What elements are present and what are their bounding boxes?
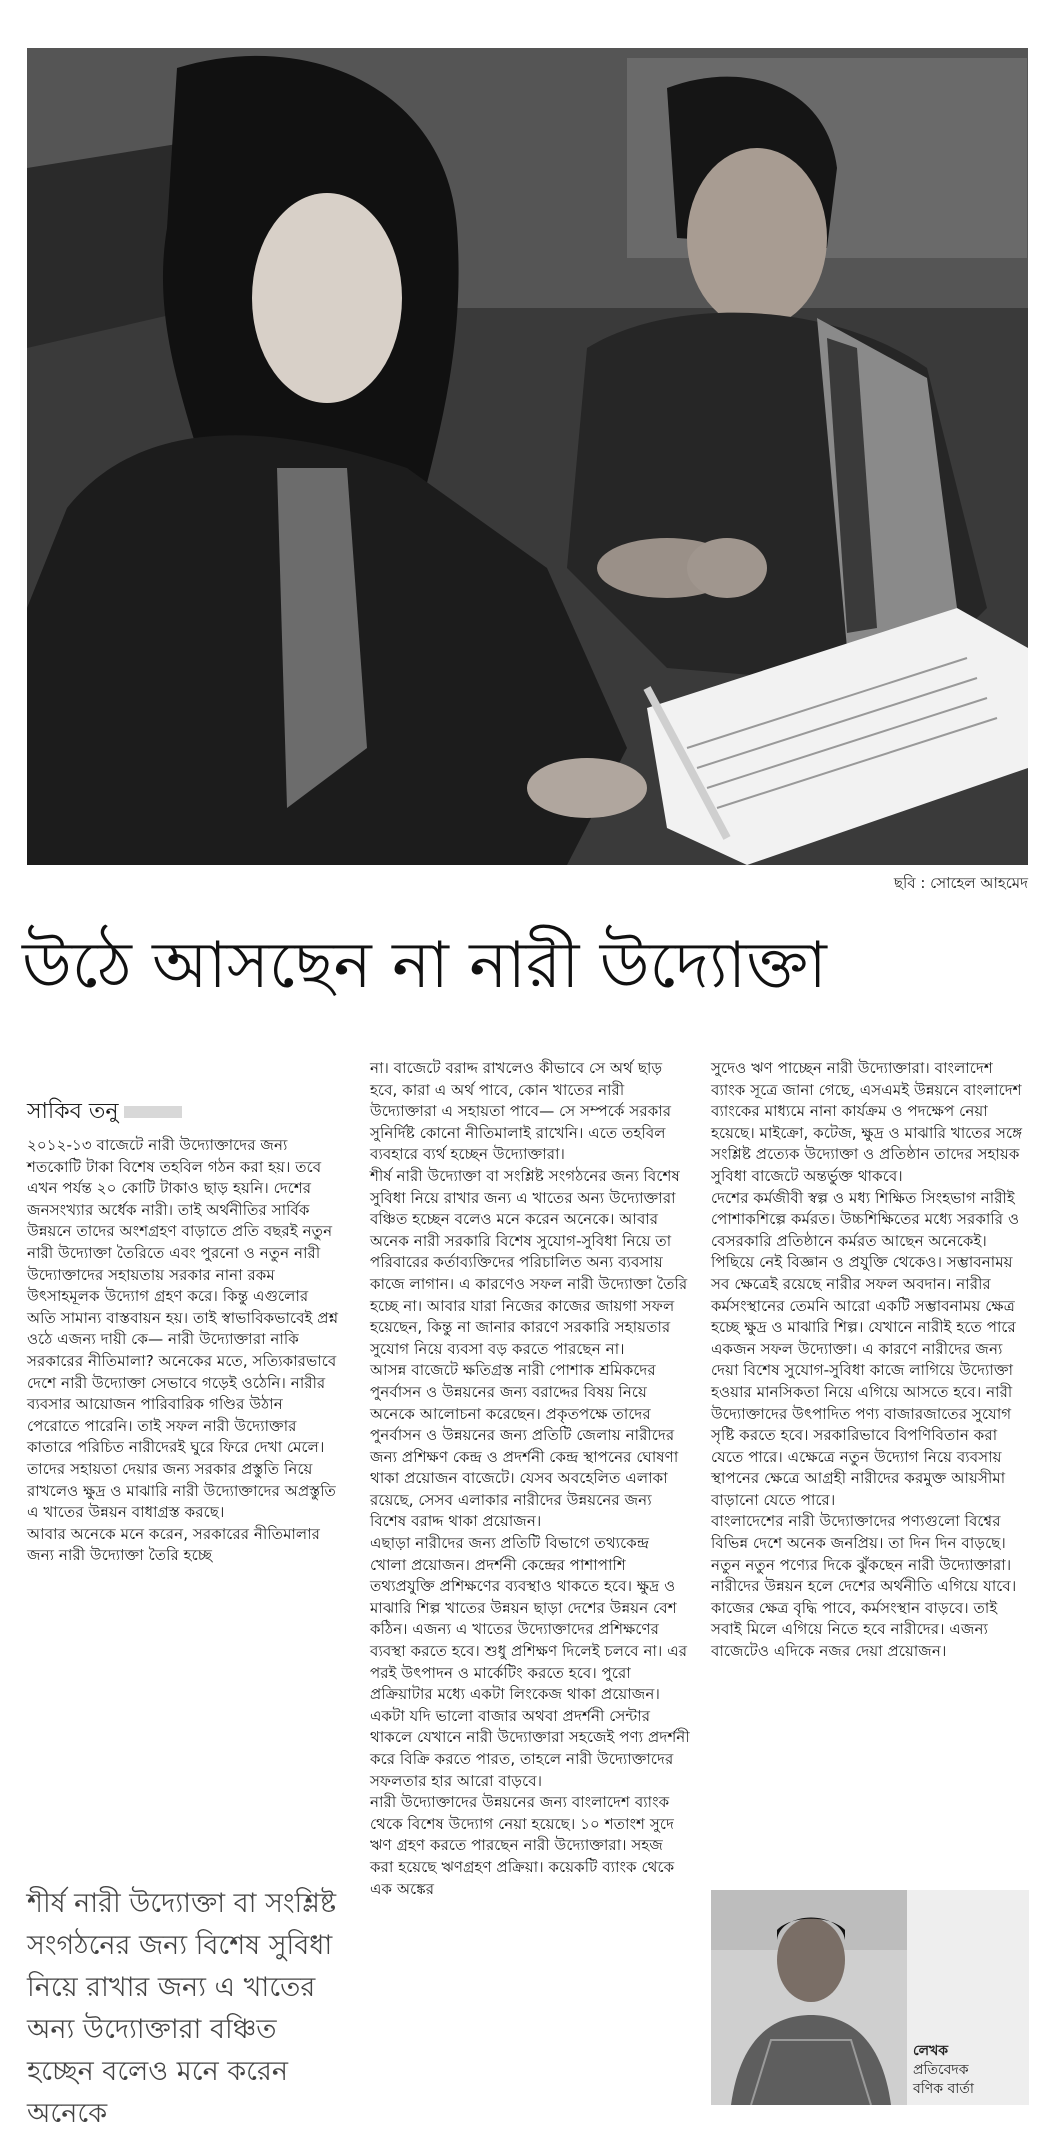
pull-quote: শীর্ষ নারী উদ্যোক্তা বা সংশ্লিষ্ট সংগঠনের জন্য বিশেষ সুবিধা নিয়ে রাখার জন্য এ খাতের অন্য উদ্যোক্তারা বঞ্চিত হচ্ছেন বলেও মনে করেন অনেকে: [27, 1888, 337, 2129]
paragraph: শীর্ষ নারী উদ্যোক্তা বা সংশ্লিষ্ট সংগঠনের জন্য বিশেষ সুবিধা নিয়ে রাখার জন্য এ খাতের অন্য উদ্যোক্তারা বঞ্চিত হচ্ছেন বলেও মনে করেন অনেকে। আবার অনেক নারী সরকারি বিশেষ সুযোগ-সুবিধা নিয়ে তা পরিবারের কর্তাব্যক্তিদের পরিচালিত অন্য ব্যবসায় কাজে লাগান। এ কারণেও সফল নারী উদ্যোক্তা তৈরি হচ্ছে না। আবার যারা নিজের কাজের জায়গা সফল হয়েছেন, কিন্তু না জানার কারণে সরকারি সহায়তার সুযোগ নিয়ে ব্যবসা বড় করতে পারছেন না।: [370, 1166, 688, 1358]
author-publication: বণিক বার্তা: [913, 2081, 974, 2097]
paragraph: দেশের কর্মজীবী স্বল্প ও মধ্য শিক্ষিত সিংহভাগ নারীই পোশাকশিল্পে কর্মরত। উচ্চশিক্ষিতের মধ্যে সরকারি ও বেসরকারি প্রতিষ্ঠানে কর্মরত আছেন অনেকেই। পিছিয়ে নেই বিজ্ঞান ও প্রযুক্তি থেকেও। সম্ভাবনাময় সব ক্ষেত্রেই রয়েছে নারীর সফল অবদান। নারীর কর্মসংস্থানের তেমনি আরো একটি সম্ভাবনাময় ক্ষেত্র হচ্ছে ক্ষুদ্র ও মাঝারি শিল্প। যেখানে নারীই হতে পারে একজন সফল উদ্যোক্তা। এ কারণে নারীদের জন্য দেয়া বিশেষ সুযোগ-সুবিধা কাজে লাগিয়ে উদ্যোক্তা হওয়ার মানসিকতা নিয়ে এগিয়ে আসতে হবে। নারী উদ্যোক্তাদের উৎপাদিত পণ্য বাজারজাতের সুযোগ সৃষ্টি করতে হবে। সরকারিভাবে বিপণিবিতান করা যেতে পারে। এক্ষেত্রে নতুন উদ্যোগ নিয়ে ব্যবসায় স্থাপনের ক্ষেত্রে আগ্রহী নারীদের করমুক্ত আয়সীমা বাড়ানো যেতে পারে।: [711, 1188, 1020, 1509]
author-box: [711, 1890, 1029, 2105]
paragraph: আসন্ন বাজেটে ক্ষতিগ্রস্ত নারী পোশাক শ্রমিকদের পুনর্বাসন ও উন্নয়নের জন্য বরাদ্দের বিষয় নিয়ে অনেকে আলোচনা করেছেন। প্রকৃতপক্ষে তাদের পুনর্বাসন ও উন্নয়নের জন্য প্রতিটি জেলায় নারীদের জন্য প্রশিক্ষণ কেন্দ্র ও প্রদর্শনী কেন্দ্র স্থাপনের ঘোষণা থাকা প্রয়োজন বাজেটে। যেসব অবহেলিত এলাকা রয়েছে, সেসব এলাকার নারীদের উন্নয়নের জন্য বিশেষ বরাদ্দ থাকা প্রয়োজন।: [370, 1361, 679, 1531]
paragraph: আবার অনেকে মনে করেন, সরকারের নীতিমালার জন্য নারী উদ্যোক্তা তৈরি হচ্ছে: [27, 1524, 320, 1565]
author-role: প্রতিবেদক: [913, 2062, 969, 2078]
paragraph: না। বাজেটে বরাদ্দ রাখলেও কীভাবে সে অর্থ ছাড় হবে, কারা এ অর্থ পাবে, কোন খাতের নারী উদ্যোক্তারা এ সহায়তা পাবে— সে সম্পর্কে সরকার সুনির্দিষ্ট কোনো নীতিমালাই রাখেনি। এতে তহবিল ব্যবহারে ব্যর্থ হচ্ছেন উদ্যোক্তারা।: [370, 1059, 672, 1164]
article-photo: [27, 48, 1028, 865]
headline: উঠে আসছেন না নারী উদ্যোক্তা: [22, 929, 827, 1003]
paragraph: ২০১২-১৩ বাজেটে নারী উদ্যোক্তাদের জন্য শতকোটি টাকা বিশেষ তহবিল গঠন করা হয়। তবে এখন পর্যন্ত ২০ কোটি টাকাও ছাড় হয়নি। দেশের জনসংখ্যার অর্ধেক নারী। তাই অর্থনীতির সার্বিক উন্নয়নে তাদের অংশগ্রহণ বাড়াতে প্রতি বছরই নতুন নারী উদ্যোক্তা তৈরিতে এবং পুরনো ও নতুন নারী উদ্যোক্তাদের সহায়তায় সরকার নানা রকম উৎসাহমূলক উদ্যোগ গ্রহণ করে। কিন্তু এগুলোর অতি সামান্য বাস্তবায়ন হয়। তাই স্বাভাবিকভাবেই প্রশ্ন ওঠে এজন্য দায়ী কে— নারী উদ্যোক্তারা নাকি সরকারের নীতিমালা? অনেকের মতে, সত্যিকারভাবে দেশে নারী উদ্যোক্তা সেভাবে গড়েই ওঠেনি। নারীর ব্যবসার আয়োজন পারিবারিক গণ্ডির উঠান পেরোতে পারেনি। তাই সফল নারী উদ্যোক্তার কাতারে পরিচিত নারীদেরই ঘুরে ফিরে দেখা মেলে। তাদের সহায়তা দেয়ার জন্য সরকার প্রস্তুতি নিয়ে রাখলেও ক্ষুদ্র ও মাঝারি নারী উদ্যোক্তাদের অপ্রস্তুতি এ খাতের উন্নয়ন বাধাগ্রস্ত করছে।: [27, 1136, 339, 1522]
column-3: [711, 1058, 1029, 1663]
byline: [27, 1097, 339, 1127]
photo-illustration: [27, 48, 1028, 865]
byline-rule: [124, 1106, 182, 1118]
author-photo: [711, 1890, 907, 2105]
column-1: [27, 1097, 339, 1567]
author-caption: [913, 2042, 974, 2099]
paragraph: নারী উদ্যোক্তাদের উন্নয়নের জন্য বাংলাদেশ ব্যাংক থেকে বিশেষ উদ্যোগ নেয়া হয়েছে। ১০ শতাংশ সুদে ঋণ গ্রহণ করতে পারছেন নারী উদ্যোক্তারা। সহজ করা হয়েছে ঋণগ্রহণ প্রক্রিয়া। কয়েকটি ব্যাংক থেকে এক অঙ্কের: [370, 1793, 675, 1898]
photo-credit: ছবি : সোহেল আহমেদ: [893, 874, 1028, 892]
paragraph: সুদেও ঋণ পাচ্ছেন নারী উদ্যোক্তারা। বাংলাদেশ ব্যাংক সূত্রে জানা গেছে, এসএমই উন্নয়নে বাংলাদেশ ব্যাংকের মাধ্যমে নানা কার্যক্রম ও পদক্ষেপ নেয়া হয়েছে। মাইক্রো, কটেজ, ক্ষুদ্র ও মাঝারি খাতের সঙ্গে সংশ্লিষ্ট প্রত্যেক উদ্যোক্তা ও প্রতিষ্ঠান তাদের সহায়ক সুবিধা বাজেটে অন্তর্ভুক্ত থাকবে।: [711, 1059, 1023, 1185]
author-name: সাকিব তনু: [27, 1099, 119, 1124]
paragraph: বাংলাদেশের নারী উদ্যোক্তাদের পণ্যগুলো বিশ্বের বিভিন্ন দেশে অনেক জনপ্রিয়। তা দিন দিন বাড়ছে। নতুন নতুন পণ্যের দিকে ঝুঁকছেন নারী উদ্যোক্তারা। নারীদের উন্নয়ন হলে দেশের অর্থনীতি এগিয়ে যাবে। কাজের ক্ষেত্র বৃদ্ধি পাবে, কর্মসংস্থান বাড়বে। তাই সবাই মিলে এগিয়ে নিতে হবে নারীদের। এজন্য বাজেটেও এদিকে নজর দেয়া প্রয়োজন।: [711, 1512, 1017, 1661]
paragraph: এছাড়া নারীদের জন্য প্রতিটি বিভাগে তথ্যকেন্দ্র খোলা প্রয়োজন। প্রদর্শনী কেন্দ্রের পাশাপাশি তথ্যপ্রযুক্তি প্রশিক্ষণের ব্যবস্থাও থাকতে হবে। ক্ষুদ্র ও মাঝারি শিল্প খাতের উন্নয়ন ছাড়া দেশের উন্নয়ন বেশ কঠিন। এজন্য এ খাতের উদ্যোক্তাদের প্রশিক্ষণের ব্যবস্থা করতে হবে। শুধু প্রশিক্ষণ দিলেই চলবে না। এর পরই উৎপাদন ও মার্কেটিং করতে হবে। পুরো প্রক্রিয়াটার মধ্যে একটা লিংকেজ থাকা প্রয়োজন। একটা যদি ভালো বাজার অথবা প্রদর্শনী সেন্টার থাকলে যেখানে নারী উদ্যোক্তারা সহজেই পণ্য প্রদর্শনী করে বিক্রি করতে পারত, তাহলে নারী উদ্যোক্তাদের সফলতার হার আরো বাড়বে।: [370, 1534, 690, 1790]
column-2: [370, 1058, 690, 1900]
author-label: লেখক: [913, 2043, 949, 2059]
